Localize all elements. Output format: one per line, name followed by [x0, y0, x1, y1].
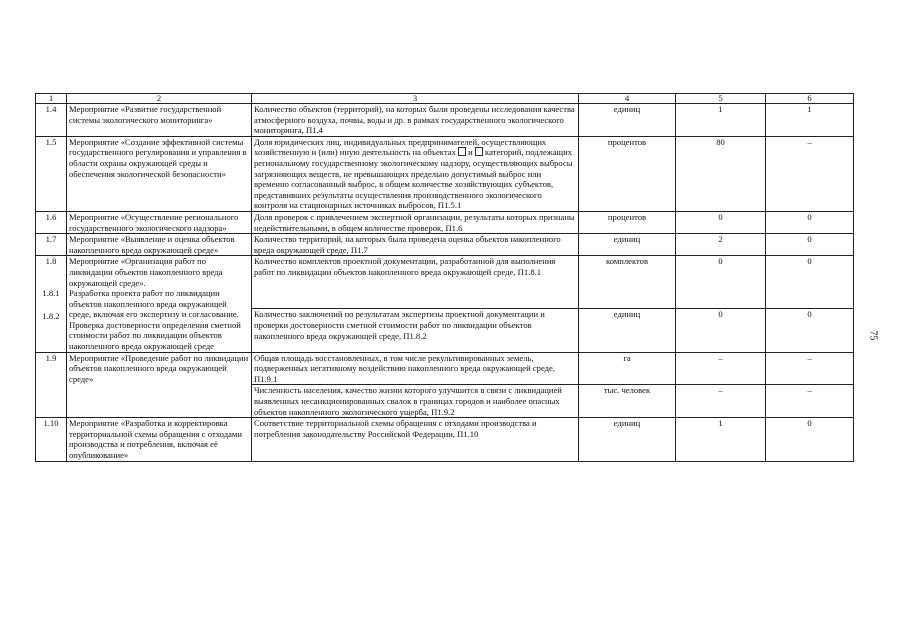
sub-row-number: 1.8.2 — [42, 310, 60, 321]
header-cell: 2 — [67, 94, 252, 104]
table-row — [36, 352, 854, 385]
value-col5: – — [676, 352, 766, 385]
header-cell: 1 — [36, 94, 67, 104]
page-number: 75 — [867, 330, 879, 341]
indicator-text: Доля проверок с привлечением экспертной организации, результаты которых признаны недействительными, в общем количестве проверок, П1.6 — [252, 211, 579, 233]
table-row — [36, 256, 854, 309]
value-col6: – — [766, 136, 854, 211]
value-col5: 0 — [676, 309, 766, 352]
indicator-text: Количество комплектов проектной документации, разработанной для выполнения работ по ликвидации объектов накопленного вреда окружающей среде, П1.8.1 — [252, 256, 579, 309]
value-col5: 1 — [676, 104, 766, 137]
value-col5: 80 — [676, 136, 766, 211]
unit-cell: единиц — [579, 309, 676, 352]
indicator-text: Количество территорий, на которых была проведена оценка объектов накопленного вреда окружающей среде, П1.7 — [252, 234, 579, 256]
unit-cell: единиц — [579, 234, 676, 256]
unit-cell: единиц — [579, 418, 676, 461]
row-number: 1.4 — [36, 104, 67, 137]
activity-name: Мероприятие «Разработка и корректировка территориальной схемы обращения с отходами производства и потребления, включая её опубликование» — [67, 418, 252, 461]
indicator-text: Количество заключений по результатам экспертизы проектной документации и проверки достоверности сметной стоимости работ по ликвидации объектов накопленного вреда окружающей среде, П1.8.2 — [252, 309, 579, 352]
blank-checkbox-icon — [475, 147, 483, 156]
value-col6: 0 — [766, 256, 854, 309]
indicator-text: Количество объектов (территорий), на которых были проведены исследования качества атмосферного воздуха, почвы, воды и др. в рамках государственного экологического мониторинга, П1.4 — [252, 104, 579, 137]
activity-name: Мероприятие «Развитие государственной системы экологического мониторинга» — [67, 104, 252, 137]
indicator-text: Численность населения, качество жизни которого улучшится в связи с ликвидацией выявленных несанкционированных свалок в границах городов и наиболее опасных объектов накопленного экологического ущерба, П1.9.2 — [252, 385, 579, 418]
activity-name: Мероприятие «Выявление и оценка объектов накопленного вреда окружающей среде» — [67, 234, 252, 256]
header-cell: 3 — [252, 94, 579, 104]
row-number: 1.9 — [36, 352, 67, 418]
sub-activity-name: Разработка проекта работ по ликвидации объектов накопленного вреда окружающей среде, включая его экспертизу и согласование. — [69, 288, 239, 320]
unit-cell: процентов — [579, 136, 676, 211]
row-number: 1.10 — [36, 418, 67, 461]
blank-checkbox-icon — [458, 147, 466, 156]
indicator-text: Общая площадь восстановленных, в том числе рекультивированных земель, подверженных негативному воздействию накопленного вреда окружающей среде, П1.9.1 — [252, 352, 579, 385]
table-row — [36, 211, 854, 233]
row-number: 1.7 — [36, 234, 67, 256]
row-number-cell — [36, 256, 67, 352]
indicator-text: Соответствие территориальной схемы обращения с отходами производства и потребления законодательству Российской Федерации, П1.10 — [252, 418, 579, 461]
indicator-text — [252, 136, 579, 211]
activity-name-main: Мероприятие «Организация работ по ликвидации объектов накопленного вреда окружающей среде». — [69, 256, 223, 288]
table-row — [36, 234, 854, 256]
indicators-table — [35, 93, 854, 462]
unit-cell: единиц — [579, 104, 676, 137]
sub-activity-name: Проверка достоверности определения сметной стоимости работ по ликвидации объектов накопленного вреда окружающей среде — [69, 319, 241, 352]
header-cell: 4 — [579, 94, 676, 104]
value-col5: 1 — [676, 418, 766, 461]
unit-cell: га — [579, 352, 676, 385]
value-col6: – — [766, 385, 854, 418]
table-row — [36, 418, 854, 461]
activity-name: Мероприятие «Создание эффективной системы государственного регулирования и управления в области охраны окружающей среды и обеспечения экологической безопасности» — [67, 136, 252, 211]
value-col6: 1 — [766, 104, 854, 137]
header-cell: 6 — [766, 94, 854, 104]
value-col6: – — [766, 352, 854, 385]
value-col6: 0 — [766, 211, 854, 233]
value-col6: 0 — [766, 234, 854, 256]
value-col5: – — [676, 385, 766, 418]
row-number: 1.8 — [45, 256, 57, 267]
value-col6: 0 — [766, 309, 854, 352]
indicator-text-part: категорий, подлежащих региональному государственному экологическому надзору, осуществляющих выбросы загрязняющих веществ, не превышающих предельно допустимый выброс или временно согласованный выброс, в общем количестве хозяйствующих субъектов, представивших результаты осуществления производственного экологического контроля на стационарных источниках выбросов, П1.5.1 — [254, 147, 573, 211]
activity-name: Мероприятие «Осуществление регионального государственного экологического надзора» — [67, 211, 252, 233]
table-row — [36, 104, 854, 137]
indicator-text-part: и — [468, 147, 473, 158]
row-number: 1.5 — [36, 136, 67, 211]
activity-name: Мероприятие «Проведение работ по ликвидации объектов накопленного вреда окружающей среде» — [67, 352, 252, 418]
row-number: 1.6 — [36, 211, 67, 233]
header-cell: 5 — [676, 94, 766, 104]
activity-name — [67, 256, 252, 352]
sub-row-number: 1.8.1 — [42, 287, 60, 298]
table-header-row — [36, 94, 854, 104]
table-row — [36, 136, 854, 211]
unit-cell: тыс. человек — [579, 385, 676, 418]
value-col5: 2 — [676, 234, 766, 256]
value-col5: 0 — [676, 256, 766, 309]
unit-cell: процентов — [579, 211, 676, 233]
unit-cell: комплектов — [579, 256, 676, 309]
value-col5: 0 — [676, 211, 766, 233]
value-col6: 0 — [766, 418, 854, 461]
indicator-text-part: Доля юридических лиц, индивидуальных предпринимателей, осуществляющих хозяйственную и (или) иную деятельность на объектах — [254, 136, 547, 158]
